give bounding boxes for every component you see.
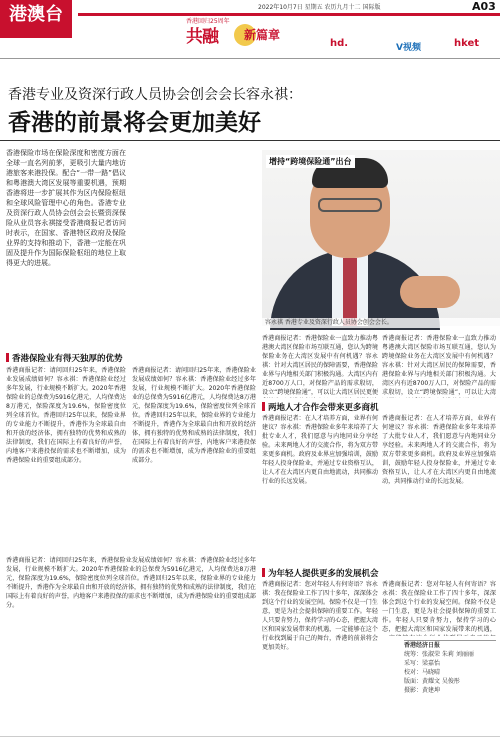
section-body-cont: 香港商报记者：请问回归25年来，香港保险业发展成绩如何？容永祺：香港保险业经过多年发展，行业规模不断扩大。2020年香港保险业的总保费为5916亿港元，人均保费达8万港元，保险深度为19.6%，保险密度位列全球首位。香港回归25年以来，保险业界的专业能力不断提升，香港作为全球最自由和开放的经济体，拥有独特的优势和成熟的法律制度，我们在国际上有着良好的声誉，内地客户来港投保的需求也不断增加，成为香港保险业的重要组成部分。 <box>132 367 256 464</box>
article-intro: 香港保险市场在保险深度和密度方面在全球一直名列前茅，更吸引大量内地访港旅客来港投保。配合“一带一路”倡议和粤港澳大湾区发展等重要机遇，预期香港将进一步扩展其作为区内保险枢纽和全球风险管理中心的角色。香港专业及资深行政人员协会创会会长暨资深保险从业员容永祺接受香港商报记者访问时表示，在国家、香港特区政府及保险业界的支持和推动下，香港一定能在巩固及提升作为国际保险枢纽的地位上取得更大的进展。 <box>6 149 126 267</box>
anniversary-title: 共融 <box>186 27 218 47</box>
credits-line: 摄影：黄建坤 <box>404 687 441 694</box>
section-marker <box>262 568 265 577</box>
video-logo: V视频 <box>396 43 421 53</box>
section-body-cont: 香港商报记者：在人才培养方面，业界有何建议？容永祺：香港保险业多年来培养了大批专业人才，我们愿意与内地同业分享经验。未来两地人才的交流合作，将为双方带来更多商机。政府及业界应加强培训，鼓励年轻人投身保险业，并通过专业资格互认，让人才在大湾区内更自由地流动，共同推动行业的长远发展。 <box>382 415 496 485</box>
masthead <box>0 0 500 56</box>
section-title: 增持“跨境保险通”出台 <box>266 155 355 168</box>
section-body: 香港商报记者：在人才培养方面，业界有何建议？容永祺：香港保险业多年来培养了大批专业人才，我们愿意与内地同业分享经验。未来两地人才的交流合作，将为双方带来更多商机。政府及业界应加强培训，鼓励年轻人投身保险业，并通过专业资格互认，让人才在大湾区内更自由地流动，共同推动行业的长远发展。 <box>262 415 378 485</box>
credits-title: 香港经济日报 <box>404 642 441 649</box>
section-title: 香港保险业有得天独厚的优势 <box>12 354 123 364</box>
section-title: 两地人才合作会带来更多商机 <box>268 403 379 413</box>
date-line: 2022年10月7日 星期五 农历九月十二 国际版 <box>258 4 381 11</box>
section-body-cont: 香港商报记者：香港保险业一直致力推动粤港澳大湾区保险市场互联互通，您认为跨境保险业务在大湾区发展中有何机遇？容永祺：针对大湾区居民的保障需要，香港保险业界与内地相关部门积极沟通。大湾区内有近8700万人口，对保险产品的需求殷切，设立“跨境保险通”，可以让大湾 <box>382 335 496 396</box>
credits-line: 采写：梁嘉怡 <box>404 660 441 667</box>
section-tag-underline <box>0 30 72 38</box>
article-subtitle: 香港专业及资深行政人员协会创会会长容永祺： <box>8 87 302 103</box>
anniversary-title-2: 新篇章 <box>244 28 281 42</box>
masthead-rule <box>78 13 500 16</box>
photo-caption: 容永祺 香港专业及资深行政人员协会创会会长。 <box>262 318 500 328</box>
section-body: 香港商报记者：请问回归25年来，香港保险业发展成绩如何？容永祺：香港保险业经过多年发展，行业规模不断扩大。2020年香港保险业的总保费为5916亿港元，人均保费达8万港元，保险深度为19.6%，保险密度位列全球首位。香港回归25年以来，保险业界的专业能力不断提升，香港作为全球最自由和开放的经济体，拥有独特的优势和成熟的法律制度，我们在国际上有着良好的声誉，内地客户来港投保的需求也不断增加，成为香港保险业的重要组成部分。 <box>6 367 126 464</box>
masthead-divider <box>0 58 500 59</box>
headline-rule <box>0 140 500 141</box>
section-tag: 港澳台 <box>0 0 72 30</box>
photo-hand <box>400 276 460 308</box>
section-body-cont: 香港商报记者：您对年轻人有何寄语？容永祺：我在保险业工作了四十多年，深深体会到这个行业的发展空间。保险不仅是一门生意，更是为社会提供保障的重要工作。年轻人只要肯努力，保持学习的心态，把握大湾区和国家发展带来的机遇， <box>382 581 496 633</box>
section-body: 香港商报记者：您对年轻人有何寄语？容永祺：我在保险业工作了四十多年，深深体会到这个行业的发展空间。保险不仅是一门生意，更是为社会提供保障的重要工作。年轻人只要肯努力，保持学习的心态，把握大湾区和国家发展带来的机遇，一定能够在这个行业找到属于自己的舞台，香港的前景将会更加美好。 <box>262 581 378 651</box>
credits-line: 统筹：张淑荣 朱莉 刘丽丽 <box>404 651 474 658</box>
anniversary-subtitle: 香港回归25周年 <box>186 18 230 25</box>
section-body: 香港商报记者：香港保险业一直致力推动粤港澳大湾区保险市场互联互通，您认为跨境保险业务在大湾区发展中有何机遇？容永祺：针对大湾区居民的保障需要，香港保险业界与内地相关部门积极沟通。大湾区内有近8700万人口，对保险产品的需求殷切，设立“跨境保险通”，可以让大湾区居民更便 <box>262 335 378 396</box>
section-marker <box>262 402 265 411</box>
partner-logo: hd. <box>330 38 349 49</box>
credits-line: 校对：马晓晴 <box>404 669 441 676</box>
credits-box <box>404 640 496 711</box>
page-number: A03 <box>472 0 496 13</box>
section-marker <box>6 353 9 362</box>
credits-line: 版面：黄耀文 吴俊彤 <box>404 678 460 685</box>
hket-logo: hket <box>454 38 480 49</box>
bottom-rule <box>0 736 500 737</box>
section-body-more: 香港商报记者：请问回归25年来，香港保险业发展成绩如何？容永祺：香港保险业经过多年发展，行业规模不断扩大。2020年香港保险业的总保费为5916亿港元，人均保费达8万港元，保险深度为19.6%，保险密度位列全球首位。香港回归25年以来，保险业界的专业能力不断提升，香港作为全球最自由和开放的经济体，拥有独特的优势和成熟的法律制度，我们在国际上有着良好的声誉，内地客户来港投保的需求也不断增加，成为香港保险业的重要组成部分。 <box>6 557 256 609</box>
section-title: 为年轻人提供更多的发展机会 <box>268 569 379 579</box>
photo-glasses <box>318 198 382 212</box>
photo-tie <box>343 258 357 326</box>
article-headline: 香港的前景将会更加美好 <box>8 110 261 136</box>
